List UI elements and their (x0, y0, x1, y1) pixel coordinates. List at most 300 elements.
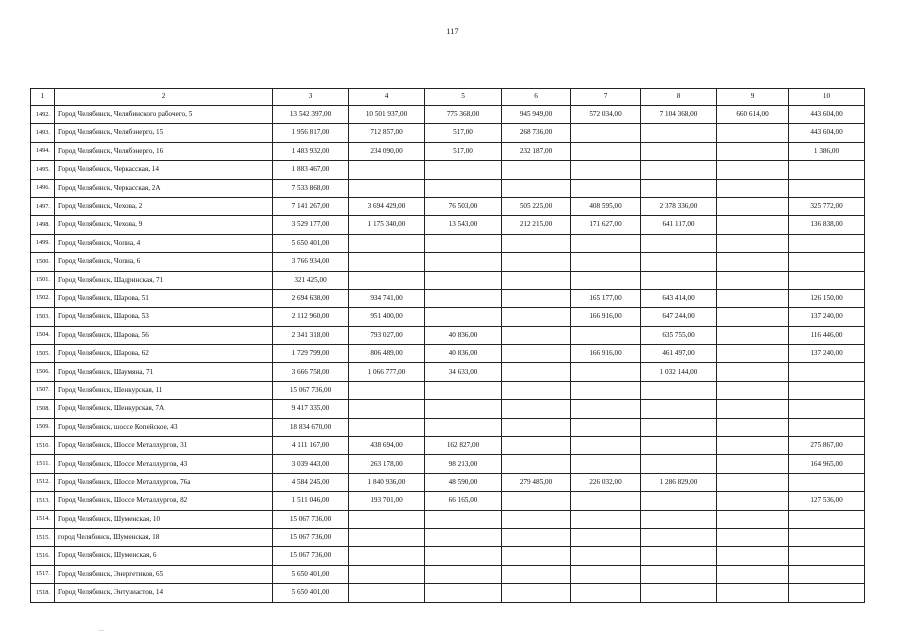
amount-cell (425, 381, 502, 399)
column-header-2: 2 (55, 89, 273, 106)
amount-cell (502, 565, 571, 583)
row-number-cell: 1494. (31, 142, 55, 160)
column-header-8: 8 (641, 89, 717, 106)
address-cell: Город Челябинск, шоссе Копейское, 43 (55, 418, 273, 436)
amount-cell (571, 584, 641, 602)
amount-cell (789, 400, 865, 418)
address-cell: Город Челябинск, Шенкурская, 11 (55, 381, 273, 399)
table-row (31, 510, 865, 528)
amount-cell (349, 565, 425, 583)
amount-cell: 4 584 245,00 (273, 473, 349, 491)
amount-cell (717, 345, 789, 363)
column-header-1: 1 (31, 89, 55, 106)
amount-cell (571, 381, 641, 399)
amount-cell: 166 916,00 (571, 345, 641, 363)
amount-cell: 806 489,00 (349, 345, 425, 363)
address-cell: Город Челябинск, Шарова, 53 (55, 308, 273, 326)
amount-cell (641, 234, 717, 252)
amount-cell (789, 565, 865, 583)
row-number-cell: 1496. (31, 179, 55, 197)
amount-cell (717, 234, 789, 252)
amount-cell (502, 345, 571, 363)
amount-cell (502, 400, 571, 418)
amount-cell: 76 503,00 (425, 197, 502, 215)
amount-cell (502, 363, 571, 381)
row-number-cell: 1508. (31, 400, 55, 418)
table-body (31, 106, 865, 603)
table-row (31, 492, 865, 510)
row-number-cell: 1516. (31, 547, 55, 565)
amount-cell: 793 027,00 (349, 326, 425, 344)
amount-cell: 1 032 144,00 (641, 363, 717, 381)
row-number-cell: 1517. (31, 565, 55, 583)
table-row (31, 106, 865, 124)
amount-cell (789, 161, 865, 179)
table-row (31, 142, 865, 160)
address-cell: Город Челябинск, Шенкурская, 7А (55, 400, 273, 418)
amount-cell (717, 510, 789, 528)
table-row (31, 528, 865, 546)
amount-cell (789, 179, 865, 197)
amount-cell: 3 039 443,00 (273, 455, 349, 473)
amount-cell: 1 956 817,00 (273, 124, 349, 142)
amount-cell (571, 400, 641, 418)
amount-cell (717, 179, 789, 197)
amount-cell (641, 492, 717, 510)
amount-cell (789, 510, 865, 528)
amount-cell: 1 175 340,00 (349, 216, 425, 234)
amount-cell (717, 289, 789, 307)
amount-cell (717, 584, 789, 602)
row-number-cell: 1515. (31, 528, 55, 546)
amount-cell: 461 497,00 (641, 345, 717, 363)
amount-cell: 517,00 (425, 142, 502, 160)
row-number-cell: 1510. (31, 437, 55, 455)
amount-cell (789, 584, 865, 602)
amount-cell (571, 455, 641, 473)
amount-cell: 775 368,00 (425, 106, 502, 124)
table-header-row (31, 89, 865, 106)
row-number-cell: 1514. (31, 510, 55, 528)
amount-cell (641, 437, 717, 455)
amount-cell (641, 565, 717, 583)
amount-cell: 2 341 318,00 (273, 326, 349, 344)
column-header-9: 9 (717, 89, 789, 106)
amount-cell (641, 400, 717, 418)
amount-cell (789, 528, 865, 546)
table-row (31, 289, 865, 307)
amount-cell (717, 381, 789, 399)
amount-cell (502, 381, 571, 399)
table-row (31, 271, 865, 289)
amount-cell (641, 547, 717, 565)
amount-cell (571, 418, 641, 436)
amount-cell: 408 595,00 (571, 197, 641, 215)
row-number-cell: 1498. (31, 216, 55, 234)
amount-cell (571, 547, 641, 565)
amount-cell (571, 161, 641, 179)
table-row (31, 565, 865, 583)
amount-cell: 66 165,00 (425, 492, 502, 510)
address-cell: Город Челябинск, Шуменская, 6 (55, 547, 273, 565)
amount-cell (349, 400, 425, 418)
address-cell: Город Челябинск, Энергетиков, 65 (55, 565, 273, 583)
amount-cell (641, 510, 717, 528)
amount-cell (425, 565, 502, 583)
row-number-cell: 1503. (31, 308, 55, 326)
amount-cell (502, 289, 571, 307)
table-row (31, 216, 865, 234)
amount-cell: 951 400,00 (349, 308, 425, 326)
table-row (31, 584, 865, 602)
amount-cell (349, 271, 425, 289)
amount-cell: 2 378 336,00 (641, 197, 717, 215)
amount-cell: 5 650 401,00 (273, 584, 349, 602)
amount-cell (789, 234, 865, 252)
amount-cell (571, 363, 641, 381)
amount-cell (425, 161, 502, 179)
amount-cell: 1 883 467,00 (273, 161, 349, 179)
amount-cell (789, 547, 865, 565)
amount-cell (641, 455, 717, 473)
row-number-cell: 1502. (31, 289, 55, 307)
table-row (31, 326, 865, 344)
row-number-cell: 1497. (31, 197, 55, 215)
amount-cell (641, 584, 717, 602)
amount-cell: 34 633,00 (425, 363, 502, 381)
amount-cell (717, 216, 789, 234)
amount-cell (502, 179, 571, 197)
amount-cell: 945 949,00 (502, 106, 571, 124)
amount-cell: 263 178,00 (349, 455, 425, 473)
amount-cell: 164 965,00 (789, 455, 865, 473)
amount-cell: 127 536,00 (789, 492, 865, 510)
table-row (31, 455, 865, 473)
row-number-cell: 1505. (31, 345, 55, 363)
amount-cell (349, 381, 425, 399)
register-table (30, 88, 865, 603)
amount-cell: 15 067 736,00 (273, 528, 349, 546)
table-row (31, 381, 865, 399)
amount-cell (789, 418, 865, 436)
amount-cell (571, 179, 641, 197)
amount-cell: 268 736,00 (502, 124, 571, 142)
amount-cell (425, 400, 502, 418)
amount-cell (502, 161, 571, 179)
amount-cell: 4 111 167,00 (273, 437, 349, 455)
table-row (31, 179, 865, 197)
row-number-cell: 1512. (31, 473, 55, 491)
amount-cell (717, 253, 789, 271)
amount-cell: 643 414,00 (641, 289, 717, 307)
amount-cell (789, 381, 865, 399)
amount-cell (789, 271, 865, 289)
amount-cell: 10 501 937,00 (349, 106, 425, 124)
amount-cell (571, 253, 641, 271)
amount-cell (349, 253, 425, 271)
amount-cell (425, 547, 502, 565)
amount-cell (349, 584, 425, 602)
amount-cell: 5 650 401,00 (273, 234, 349, 252)
amount-cell: 3 529 177,00 (273, 216, 349, 234)
address-cell: Город Челябинск, Чехова, 9 (55, 216, 273, 234)
amount-cell (717, 400, 789, 418)
amount-cell: 171 627,00 (571, 216, 641, 234)
amount-cell (717, 197, 789, 215)
amount-cell: 15 067 736,00 (273, 510, 349, 528)
amount-cell (717, 326, 789, 344)
amount-cell: 647 244,00 (641, 308, 717, 326)
table-row (31, 161, 865, 179)
table-row (31, 437, 865, 455)
column-header-6: 6 (502, 89, 571, 106)
amount-cell: 1 286 829,00 (641, 473, 717, 491)
amount-cell: 7 104 368,00 (641, 106, 717, 124)
column-header-10: 10 (789, 89, 865, 106)
amount-cell (349, 418, 425, 436)
amount-cell: 572 034,00 (571, 106, 641, 124)
amount-cell: 1 511 046,00 (273, 492, 349, 510)
amount-cell (425, 418, 502, 436)
row-number-cell: 1493. (31, 124, 55, 142)
amount-cell (571, 528, 641, 546)
amount-cell (502, 528, 571, 546)
amount-cell (717, 473, 789, 491)
amount-cell (717, 142, 789, 160)
address-cell: Город Челябинск, Энтузиастов, 14 (55, 584, 273, 602)
amount-cell (641, 161, 717, 179)
amount-cell: 234 090,00 (349, 142, 425, 160)
amount-cell (717, 455, 789, 473)
amount-cell (425, 528, 502, 546)
amount-cell: 438 694,00 (349, 437, 425, 455)
table-row (31, 418, 865, 436)
amount-cell: 13 543,00 (425, 216, 502, 234)
amount-cell (502, 547, 571, 565)
amount-cell: 443 604,00 (789, 124, 865, 142)
amount-cell (717, 124, 789, 142)
amount-cell: 48 590,00 (425, 473, 502, 491)
amount-cell (571, 271, 641, 289)
amount-cell (349, 179, 425, 197)
amount-cell (717, 437, 789, 455)
amount-cell (349, 234, 425, 252)
amount-cell: 321 425,00 (273, 271, 349, 289)
amount-cell (571, 492, 641, 510)
amount-cell (717, 547, 789, 565)
table-row (31, 400, 865, 418)
amount-cell: 136 838,00 (789, 216, 865, 234)
row-number-cell: 1501. (31, 271, 55, 289)
amount-cell (571, 124, 641, 142)
amount-cell: 7 533 868,00 (273, 179, 349, 197)
amount-cell: 116 446,00 (789, 326, 865, 344)
row-number-cell: 1509. (31, 418, 55, 436)
row-number-cell: 1499. (31, 234, 55, 252)
amount-cell (425, 234, 502, 252)
address-cell: Город Челябинск, Черкасская, 14 (55, 161, 273, 179)
amount-cell (789, 363, 865, 381)
amount-cell: 1 386,00 (789, 142, 865, 160)
amount-cell (502, 455, 571, 473)
amount-cell: 3 694 429,00 (349, 197, 425, 215)
amount-cell (717, 271, 789, 289)
address-cell: Город Челябинск, Черкасская, 2А (55, 179, 273, 197)
table-row (31, 473, 865, 491)
amount-cell (502, 271, 571, 289)
column-header-3: 3 (273, 89, 349, 106)
column-header-4: 4 (349, 89, 425, 106)
amount-cell: 40 836,00 (425, 326, 502, 344)
address-cell: Город Челябинск, Шоссе Металлургов, 76а (55, 473, 273, 491)
amount-cell: 166 916,00 (571, 308, 641, 326)
amount-cell (425, 179, 502, 197)
amount-cell: 212 215,00 (502, 216, 571, 234)
amount-cell: 9 417 335,00 (273, 400, 349, 418)
address-cell: Город Челябинск, Челябинского рабочего, 5 (55, 106, 273, 124)
amount-cell (349, 161, 425, 179)
address-cell: Город Челябинск, Чопиа, 6 (55, 253, 273, 271)
row-number-cell: 1507. (31, 381, 55, 399)
amount-cell (502, 308, 571, 326)
address-cell: Город Челябинск, Шоссе Металлургов, 43 (55, 455, 273, 473)
amount-cell: 712 857,00 (349, 124, 425, 142)
amount-cell (641, 528, 717, 546)
amount-cell: 193 701,00 (349, 492, 425, 510)
row-number-cell: 1518. (31, 584, 55, 602)
amount-cell (571, 437, 641, 455)
amount-cell (717, 308, 789, 326)
amount-cell (571, 510, 641, 528)
amount-cell: 13 542 397,00 (273, 106, 349, 124)
amount-cell: 98 213,00 (425, 455, 502, 473)
amount-cell: 7 141 267,00 (273, 197, 349, 215)
amount-cell (717, 161, 789, 179)
amount-cell (641, 253, 717, 271)
amount-cell: 162 827,00 (425, 437, 502, 455)
scan-mark (98, 630, 104, 631)
table-row (31, 124, 865, 142)
address-cell: Город Челябинск, Шарова, 56 (55, 326, 273, 344)
table-row (31, 345, 865, 363)
amount-cell (502, 492, 571, 510)
column-header-5: 5 (425, 89, 502, 106)
amount-cell: 137 240,00 (789, 308, 865, 326)
page-number: 117 (446, 27, 459, 36)
address-cell: Город Челябинск, Челябэнерго, 15 (55, 124, 273, 142)
row-number-cell: 1500. (31, 253, 55, 271)
amount-cell: 1 840 936,00 (349, 473, 425, 491)
amount-cell (717, 528, 789, 546)
amount-cell: 15 067 736,00 (273, 547, 349, 565)
amount-cell (502, 437, 571, 455)
amount-cell (502, 234, 571, 252)
amount-cell: 2 694 638,00 (273, 289, 349, 307)
amount-cell (425, 289, 502, 307)
table-row (31, 197, 865, 215)
amount-cell: 635 755,00 (641, 326, 717, 344)
amount-cell: 2 112 960,00 (273, 308, 349, 326)
amount-cell: 1 066 777,00 (349, 363, 425, 381)
amount-cell (641, 179, 717, 197)
amount-cell: 660 614,00 (717, 106, 789, 124)
amount-cell (502, 584, 571, 602)
amount-cell (502, 253, 571, 271)
amount-cell: 5 650 401,00 (273, 565, 349, 583)
row-number-cell: 1492. (31, 106, 55, 124)
address-cell: Город Челябинск, Шоссе Металлургов, 82 (55, 492, 273, 510)
amount-cell: 934 741,00 (349, 289, 425, 307)
amount-cell: 40 836,00 (425, 345, 502, 363)
amount-cell: 18 834 670,00 (273, 418, 349, 436)
amount-cell: 325 772,00 (789, 197, 865, 215)
row-number-cell: 1513. (31, 492, 55, 510)
amount-cell (425, 308, 502, 326)
amount-cell: 3 766 934,00 (273, 253, 349, 271)
address-cell: Город Челябинск, Шаумяна, 71 (55, 363, 273, 381)
amount-cell (425, 584, 502, 602)
amount-cell (425, 253, 502, 271)
amount-cell (789, 253, 865, 271)
amount-cell (641, 142, 717, 160)
amount-cell: 505 225,00 (502, 197, 571, 215)
amount-cell (641, 271, 717, 289)
amount-cell: 126 150,00 (789, 289, 865, 307)
address-cell: Город Челябинск, Чехова, 2 (55, 197, 273, 215)
row-number-cell: 1504. (31, 326, 55, 344)
amount-cell (502, 418, 571, 436)
amount-cell: 275 867,00 (789, 437, 865, 455)
address-cell: Город Челябинск, Шарова, 62 (55, 345, 273, 363)
table-row (31, 363, 865, 381)
amount-cell (571, 142, 641, 160)
table-row (31, 547, 865, 565)
table-row (31, 234, 865, 252)
amount-cell: 15 067 736,00 (273, 381, 349, 399)
amount-cell (717, 418, 789, 436)
address-cell: Город Челябинск, Чопиа, 4 (55, 234, 273, 252)
column-header-7: 7 (571, 89, 641, 106)
amount-cell (571, 234, 641, 252)
amount-cell (502, 510, 571, 528)
amount-cell (717, 492, 789, 510)
amount-cell: 232 187,00 (502, 142, 571, 160)
row-number-cell: 1506. (31, 363, 55, 381)
amount-cell: 137 240,00 (789, 345, 865, 363)
amount-cell (571, 326, 641, 344)
amount-cell (571, 565, 641, 583)
amount-cell (349, 547, 425, 565)
amount-cell (641, 124, 717, 142)
amount-cell: 641 117,00 (641, 216, 717, 234)
amount-cell: 517,00 (425, 124, 502, 142)
amount-cell (789, 473, 865, 491)
amount-cell (349, 528, 425, 546)
amount-cell: 279 485,00 (502, 473, 571, 491)
table-row (31, 308, 865, 326)
amount-cell (641, 418, 717, 436)
row-number-cell: 1511. (31, 455, 55, 473)
amount-cell (502, 326, 571, 344)
amount-cell: 3 666 758,00 (273, 363, 349, 381)
amount-cell (425, 510, 502, 528)
amount-cell (717, 363, 789, 381)
amount-cell (425, 271, 502, 289)
amount-cell (641, 381, 717, 399)
address-cell: Город Челябинск, Челябэнерго, 16 (55, 142, 273, 160)
address-cell: город Челябинск, Шуменская, 18 (55, 528, 273, 546)
amount-cell: 226 032,00 (571, 473, 641, 491)
